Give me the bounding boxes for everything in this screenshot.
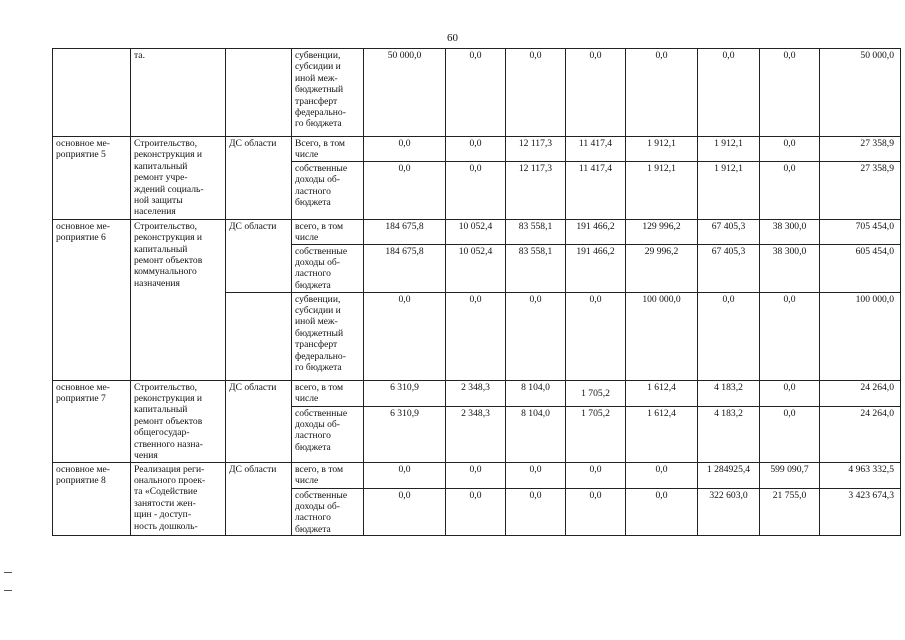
value-cell: 1 912,1: [698, 137, 760, 162]
funding-source-cell: собственные доходы об- ластного бюджета: [292, 488, 364, 536]
value-cell: 10 052,4: [446, 219, 506, 244]
total-value-cell: 50 000,0: [820, 49, 901, 137]
value-cell: 8 104,0: [506, 406, 566, 462]
value-cell: 184 675,8: [364, 219, 446, 244]
value-cell: 0,0: [364, 292, 446, 380]
total-value-cell: 100 000,0: [820, 292, 901, 380]
value-cell: 0,0: [506, 292, 566, 380]
empty-cell: [131, 292, 226, 380]
measure-name-cell: Строительство, реконструкция и капитальный ремонт объектов общегосудар- ственного назна- чения: [131, 380, 226, 462]
value-cell: 8 104,0: [506, 380, 566, 406]
value-cell: 50 000,0: [364, 49, 446, 137]
value-cell: 0,0: [364, 137, 446, 162]
budget-table: [52, 48, 901, 536]
value-cell: 6 310,9: [364, 380, 446, 406]
value-cell: 322 603,0: [698, 488, 760, 536]
value-cell: 0,0: [698, 292, 760, 380]
funding-source-cell: всего, в том числе: [292, 219, 364, 244]
value-cell: 0,0: [364, 161, 446, 219]
executor-cell: [226, 49, 292, 137]
table-row: [53, 137, 901, 162]
value-cell: 0,0: [506, 488, 566, 536]
value-cell: 83 558,1: [506, 244, 566, 292]
value-cell: 4 183,2: [698, 406, 760, 462]
value-cell: 0,0: [446, 462, 506, 488]
value-cell: 1 612,4: [626, 406, 698, 462]
funding-source-cell: субвенции, субсидии и иной меж- бюджетный трансферт федерально- го бюджета: [292, 292, 364, 380]
value-cell: 38 300,0: [760, 244, 820, 292]
value-cell: 11 417,4: [566, 161, 626, 219]
value-cell: 83 558,1: [506, 219, 566, 244]
total-value-cell: 27 358,9: [820, 161, 901, 219]
value-cell: 0,0: [446, 49, 506, 137]
value-cell: 12 117,3: [506, 137, 566, 162]
funding-source-cell: всего, в том числе: [292, 462, 364, 488]
margin-mark: [4, 590, 12, 591]
margin-mark: [4, 572, 12, 573]
value-cell: 67 405,3: [698, 219, 760, 244]
measure-cell: [53, 49, 131, 137]
value-cell: 0,0: [506, 49, 566, 137]
value-cell: 191 466,2: [566, 219, 626, 244]
value-cell: 0,0: [566, 488, 626, 536]
value-cell: 2 348,3: [446, 380, 506, 406]
total-value-cell: 3 423 674,3: [820, 488, 901, 536]
value-cell: 0,0: [364, 488, 446, 536]
value-cell: 100 000,0: [626, 292, 698, 380]
table-row: [53, 462, 901, 488]
table-row: [53, 219, 901, 244]
value-cell: 0,0: [566, 49, 626, 137]
empty-cell: [226, 292, 292, 380]
value-cell: 0,0: [626, 462, 698, 488]
value-cell: 0,0: [446, 161, 506, 219]
executor-cell: ДС области: [226, 462, 292, 536]
value-cell: 0,0: [760, 292, 820, 380]
table-row: [53, 49, 901, 137]
value-cell: 0,0: [446, 137, 506, 162]
value-cell: 29 996,2: [626, 244, 698, 292]
value-cell: 191 466,2: [566, 244, 626, 292]
value-cell: 0,0: [626, 49, 698, 137]
value-cell: 1 705,2: [566, 380, 626, 406]
measure-cell: основное ме- роприятие 7: [53, 380, 131, 462]
value-cell: 599 090,7: [760, 462, 820, 488]
total-value-cell: 4 963 332,5: [820, 462, 901, 488]
value-cell: 0,0: [760, 406, 820, 462]
value-cell: 38 300,0: [760, 219, 820, 244]
total-value-cell: 24 264,0: [820, 380, 901, 406]
measure-name-cell: Строительство, реконструкция и капитальный ремонт учре- ждений социаль- ной защиты населения: [131, 137, 226, 220]
funding-source-cell: собственные доходы об- ластного бюджета: [292, 244, 364, 292]
page-number: 60: [447, 32, 458, 44]
value-cell: 0,0: [506, 462, 566, 488]
measure-name-cell: та.: [131, 49, 226, 137]
value-cell: 1 705,2: [566, 406, 626, 462]
measure-cell: основное ме- роприятие 6: [53, 219, 131, 380]
value-cell: 11 417,4: [566, 137, 626, 162]
value-cell: 0,0: [760, 137, 820, 162]
value-cell: 1 612,4: [626, 380, 698, 406]
funding-source-cell: всего, в том числе: [292, 380, 364, 406]
value-cell: 0,0: [760, 380, 820, 406]
value-cell: 0,0: [698, 49, 760, 137]
value-cell: 12 117,3: [506, 161, 566, 219]
measure-name-cell: Реализация реги- онального проек- та «Содействие занятости жен- щин - доступ- ность дошколь-: [131, 462, 226, 536]
value-cell: 0,0: [760, 161, 820, 219]
value-cell: 129 996,2: [626, 219, 698, 244]
executor-cell: ДС области: [226, 137, 292, 220]
value-cell: 184 675,8: [364, 244, 446, 292]
measure-cell: основное ме- роприятие 5: [53, 137, 131, 220]
table-row: [53, 292, 901, 380]
total-value-cell: 605 454,0: [820, 244, 901, 292]
total-value-cell: 24 264,0: [820, 406, 901, 462]
executor-cell: ДС области: [226, 380, 292, 462]
funding-source-cell: собственные доходы об- ластного бюджета: [292, 161, 364, 219]
total-value-cell: 705 454,0: [820, 219, 901, 244]
value-cell: 0,0: [566, 292, 626, 380]
value-cell: 0,0: [626, 488, 698, 536]
value-cell: 0,0: [446, 292, 506, 380]
measure-name-cell: Строительство, реконструкция и капитальный ремонт объектов коммунального назначения: [131, 219, 226, 292]
value-cell: 1 912,1: [626, 161, 698, 219]
funding-source-cell: собственные доходы об- ластного бюджета: [292, 406, 364, 462]
value-cell: 67 405,3: [698, 244, 760, 292]
funding-source-cell: Всего, в том числе: [292, 137, 364, 162]
value-cell: 1 912,1: [698, 161, 760, 219]
funding-source-cell: субвенции, субсидии и иной меж- бюджетный трансферт федерально- го бюджета: [292, 49, 364, 137]
value-cell: 0,0: [566, 462, 626, 488]
value-cell: 0,0: [446, 488, 506, 536]
value-cell: 0,0: [760, 49, 820, 137]
executor-cell: ДС области: [226, 219, 292, 292]
value-cell: 4 183,2: [698, 380, 760, 406]
table-row: [53, 380, 901, 406]
value-cell: 1 912,1: [626, 137, 698, 162]
value-cell: 10 052,4: [446, 244, 506, 292]
value-cell: 21 755,0: [760, 488, 820, 536]
value-cell: 2 348,3: [446, 406, 506, 462]
measure-cell: основное ме- роприятие 8: [53, 462, 131, 536]
value-cell: 1 284925,4: [698, 462, 760, 488]
total-value-cell: 27 358,9: [820, 137, 901, 162]
value-cell: 6 310,9: [364, 406, 446, 462]
value-cell: 0,0: [364, 462, 446, 488]
